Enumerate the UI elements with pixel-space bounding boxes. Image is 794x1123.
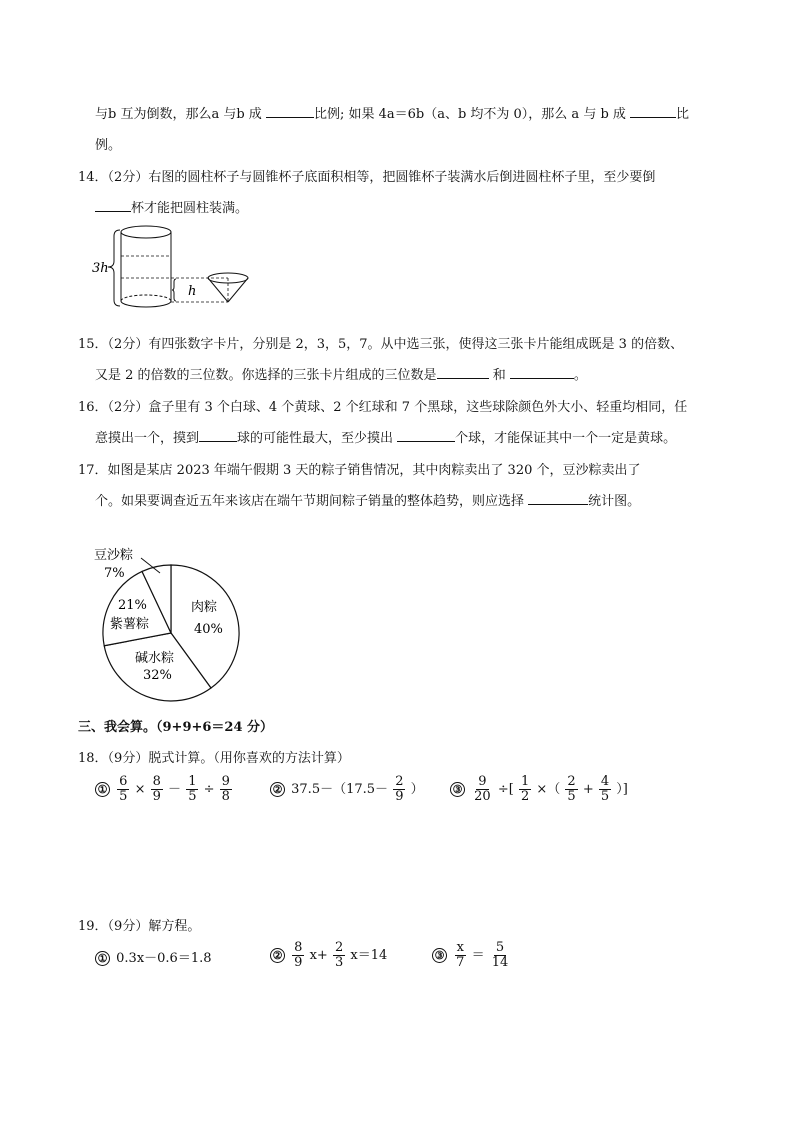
equation-text: ＝: [471, 948, 485, 963]
q18-header: 18．（9分）脱式计算。（用你喜欢的方法计算）: [78, 751, 350, 766]
q17-text-b: 统计图。: [588, 494, 641, 509]
fraction: $\frac{9}{8}$: [221, 774, 230, 804]
label-h: h: [188, 284, 197, 299]
q16-text-c: 个球，才能保证其中一个一定是黄球。: [455, 431, 677, 446]
operator: ×（: [536, 782, 561, 797]
operator: ×: [134, 782, 146, 797]
slice-label-name-1: 碱水粽: [135, 651, 175, 666]
q13-line2: 例。: [95, 138, 122, 153]
fraction: $\frac{9}{20}$: [474, 774, 491, 804]
q16-answer-blank-2[interactable]: [397, 428, 455, 442]
operator: ÷: [203, 782, 215, 797]
fraction: $\frac{2}{9}$: [395, 774, 404, 804]
q19-header: 19．（9分）解方程。: [78, 919, 201, 934]
q13-answer-blank-1[interactable]: [266, 104, 314, 118]
q17-line1: 17．如图是某店 2023 年端午假期 3 天的粽子销售情况，其中肉粽卖出了 320 个，豆沙粽卖出了: [78, 463, 641, 478]
brace-3h: [108, 230, 120, 306]
cylinder-top: [121, 226, 171, 238]
q14-answer-blank[interactable]: [95, 198, 131, 212]
fraction: $\frac{5}{14}$: [491, 940, 509, 970]
q13-answer-blank-2[interactable]: [630, 104, 676, 118]
q15-text-c: 。: [573, 368, 587, 383]
q19-eq-2: [270, 941, 387, 970]
q13-text-part2: 比例; 如果 4a＝6b（a、b 均不为 0），那么 a 与 b 成: [313, 107, 626, 122]
q16-line1: 16．（2分）盒子里有 3 个白球、4 个黄球、2 个红球和 7 个黑球，这些球除颜色外大小、轻重均相同，任: [78, 400, 688, 415]
fraction: $\frac{1}{5}$: [188, 774, 197, 804]
q13-line1: [95, 103, 689, 122]
fraction: $\frac{4}{5}$: [600, 774, 610, 804]
slice-label-value-3: 7%: [104, 566, 125, 581]
label-3h: 3h: [92, 261, 109, 276]
q13-text-part3: 比: [676, 107, 690, 122]
q16-text-a: 意摸出一个，摸到: [95, 431, 200, 446]
fraction: $\frac{x}{7}$: [456, 940, 465, 970]
q17-answer-blank[interactable]: [528, 491, 588, 505]
operator: ÷[: [497, 782, 514, 797]
fraction: $\frac{8}{9}$: [294, 940, 303, 970]
fraction: $\frac{2}{3}$: [334, 940, 344, 970]
equation-text: x＝14: [350, 948, 388, 963]
operator: －: [168, 782, 182, 797]
q19-eq-3: [432, 941, 511, 970]
slice-label-value-0: 40%: [194, 622, 223, 637]
q16-text-b: 球的可能性最大，至少摸出: [237, 431, 394, 446]
q15-answer-blank-2[interactable]: [510, 365, 574, 379]
q14-line1: 14．（2分）右图的圆柱杯子与圆锥杯子底面积相等，把圆锥杯子装满水后倒进圆柱杯子里，至少要倒: [78, 170, 656, 185]
q18-expr-3: [450, 775, 628, 804]
slice-label-name-0: 肉粽: [191, 600, 218, 615]
q19-num-1: ①: [95, 951, 110, 966]
q19-num-3: ③: [432, 948, 447, 963]
expression-text: 37.5－（17.5－: [291, 782, 389, 797]
brace-h: [172, 279, 176, 301]
pie-chart: [86, 536, 246, 706]
q19-eq-1: [95, 947, 212, 966]
expression-text: ）: [410, 782, 424, 797]
cylinder-bottom: [121, 301, 171, 307]
slice-label-value-1: 32%: [143, 668, 172, 683]
q16-answer-blank-1[interactable]: [199, 428, 237, 442]
q18-num-2: ②: [270, 782, 285, 797]
section-3-title: 三、我会算。（9+9+6＝24 分）: [78, 720, 274, 735]
q15-line2: [95, 364, 587, 383]
q16-line2: [95, 427, 676, 446]
q15-text-a: 又是 2 的倍数的三位数。你选择的三张卡片组成的三位数是: [95, 368, 437, 383]
fraction: $\frac{8}{9}$: [152, 774, 161, 804]
operator: +: [582, 782, 594, 797]
operator: ）]: [616, 782, 628, 797]
fraction: $\frac{1}{2}$: [520, 774, 530, 804]
q17-text-a: 个。如果要调查近五年来该店在端午节期间粽子销量的整体趋势，则应选择: [95, 494, 525, 509]
q17-line2: [95, 490, 640, 509]
q15-line1: 15．（2分）有四张数字卡片，分别是 2，3，5，7。从中选三张，使得这三张卡片能组成既是 3 的倍数、: [78, 337, 684, 352]
q19-num-2: ②: [270, 948, 285, 963]
q18-expr-1: [95, 775, 233, 804]
fraction: $\frac{6}{5}$: [119, 774, 128, 804]
slice-label-name-3: 豆沙粽: [94, 548, 134, 563]
q15-text-b: 和: [492, 368, 506, 383]
equation-text: x+: [309, 948, 328, 963]
equation-text: 0.3x－0.6＝1.8: [116, 951, 212, 966]
q14-text: 杯才能把圆柱装满。: [131, 201, 249, 216]
slice-label-name-2: 紫薯粽: [110, 617, 150, 632]
q14-line2: [95, 197, 248, 216]
q15-answer-blank-1[interactable]: [437, 365, 489, 379]
fraction: $\frac{2}{5}$: [567, 774, 576, 804]
q18-num-3: ③: [450, 782, 465, 797]
q18-expr-2: [270, 775, 424, 804]
q18-num-1: ①: [95, 782, 110, 797]
q13-text-part1: 与b 互为倒数，那么a 与b 成: [95, 107, 262, 122]
cylinder-cone-figure: [88, 222, 258, 314]
slice-label-value-2: 21%: [118, 598, 147, 613]
